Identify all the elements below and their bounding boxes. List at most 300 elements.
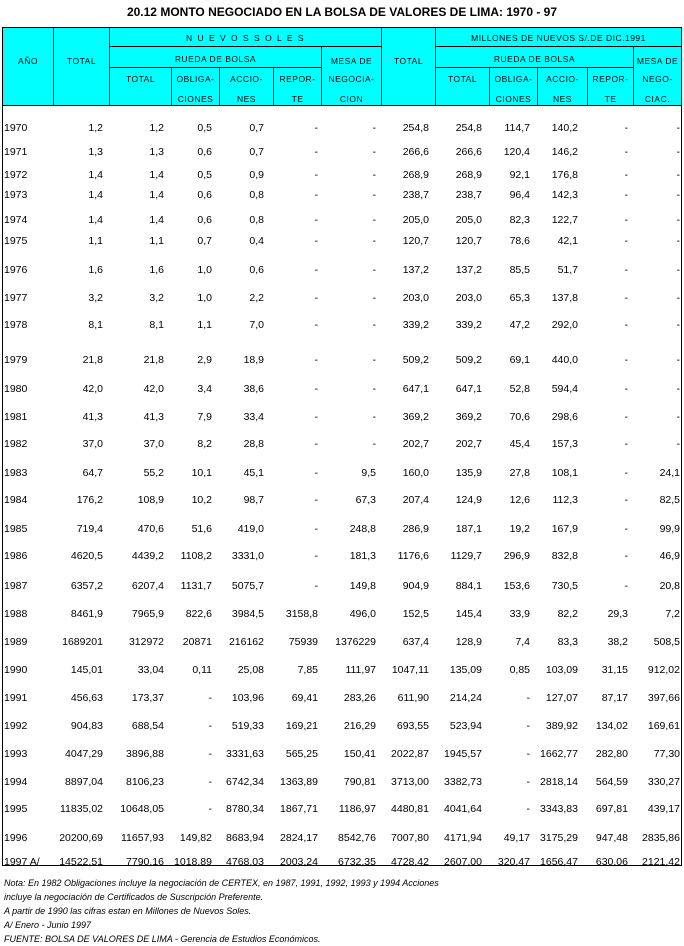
table-cell: - — [526, 720, 530, 732]
table-cell: 5075,7 — [231, 580, 264, 592]
table-cell: 292,0 — [551, 319, 578, 331]
table-cell: 83,3 — [557, 636, 578, 648]
table-cell: 75939 — [288, 636, 318, 648]
table-cell: - — [314, 354, 318, 366]
table-cell: - — [314, 438, 318, 450]
table-cell: - — [624, 189, 628, 201]
table-cell: 176,2 — [76, 494, 103, 506]
table-cell: - — [526, 803, 530, 815]
table-row — [0, 122, 684, 136]
table-row — [0, 832, 684, 846]
table-cell: 719,4 — [76, 523, 103, 535]
table-cell: - — [676, 214, 680, 226]
table-cell: 87,17 — [601, 692, 628, 704]
table-cell: - — [624, 383, 628, 395]
table-cell: 2,2 — [249, 292, 264, 304]
table-cell: 369,2 — [402, 411, 429, 423]
table-cell: 1662,77 — [540, 748, 578, 760]
table-cell: 203,0 — [402, 292, 429, 304]
note-line: incluye la negociación de Certificados de Suscripción Preferente. — [4, 892, 264, 902]
table-cell: 3984,5 — [231, 608, 264, 620]
table-cell: 78,6 — [509, 235, 530, 247]
table-cell: - — [624, 411, 628, 423]
table-title: 20.12 MONTO NEGOCIADO EN LA BOLSA DE VALORES DE LIMA: 1970 - 97 — [126, 5, 558, 19]
cell-year: 1990 — [4, 664, 28, 676]
table-cell: - — [314, 235, 318, 247]
table-row — [0, 856, 684, 870]
cell-year: 1986 — [4, 550, 28, 562]
table-cell: - — [676, 146, 680, 158]
cell-year: 1997 A/ — [4, 856, 40, 868]
col-total-2: TOTAL — [393, 56, 424, 66]
table-cell: 508,5 — [653, 636, 680, 648]
table-cell: 1867,71 — [280, 803, 318, 815]
table-cell: - — [314, 122, 318, 134]
table-cell: - — [676, 189, 680, 201]
table-cell: 85,5 — [509, 264, 530, 276]
table-cell: 8,2 — [197, 438, 212, 450]
table-cell: 29,3 — [607, 608, 628, 620]
table-cell: 6732,35 — [338, 856, 376, 868]
col-rep-1-line1: REPOR- — [279, 74, 316, 84]
table-cell: 33,4 — [243, 411, 264, 423]
table-cell: 3896,88 — [126, 748, 164, 760]
cell-year: 1977 — [4, 292, 28, 304]
table-cell: 0,6 — [197, 214, 212, 226]
table-cell: - — [624, 214, 628, 226]
table-cell: - — [624, 264, 628, 276]
table-cell: 523,94 — [449, 720, 482, 732]
table-row — [0, 292, 684, 306]
table-cell: 1656,47 — [540, 856, 578, 868]
table-cell: 7007,80 — [391, 832, 429, 844]
table-cell: 2824,17 — [280, 832, 318, 844]
table-cell: 0,5 — [197, 122, 212, 134]
table-cell: 904,9 — [402, 580, 429, 592]
cell-year: 1975 — [4, 235, 28, 247]
table-cell: 10,1 — [191, 467, 212, 479]
note-line: Nota: En 1982 Obligaciones incluye la negociación de CERTEX, en 1987, 1991, 1992, 1993 y 1994 Acciones — [4, 878, 439, 888]
col-mesa-2-line2: NEGO- — [642, 74, 673, 84]
table-cell: 1,4 — [88, 214, 103, 226]
table-cell: 135,09 — [449, 664, 482, 676]
table-cell: 254,8 — [402, 122, 429, 134]
table-cell: 111,97 — [345, 664, 376, 676]
table-cell: 832,8 — [551, 550, 578, 562]
table-cell: 51,6 — [191, 523, 212, 535]
table-cell: - — [676, 292, 680, 304]
table-row — [0, 319, 684, 333]
table-cell: 3331,63 — [226, 748, 264, 760]
table-cell: - — [624, 550, 628, 562]
note-line: A/ Enero - Junio 1997 — [4, 920, 92, 930]
table-cell: 6742,34 — [226, 776, 264, 788]
table-cell: 312972 — [128, 636, 164, 648]
col-anio: AÑO — [18, 56, 38, 66]
table-cell: - — [314, 319, 318, 331]
table-cell: 69,1 — [509, 354, 530, 366]
cell-year: 1991 — [4, 692, 28, 704]
table-cell: 137,2 — [455, 264, 482, 276]
table-cell: - — [372, 264, 376, 276]
col-acc-1-line1: ACCIO- — [230, 74, 263, 84]
table-cell: - — [624, 467, 628, 479]
table-cell: - — [676, 411, 680, 423]
table-cell: 6207,4 — [131, 580, 164, 592]
table-cell: 389,92 — [545, 720, 578, 732]
table-cell: 11835,02 — [59, 803, 103, 815]
table-cell: - — [314, 189, 318, 201]
table-cell: 1,2 — [149, 122, 164, 134]
table-cell: 216162 — [228, 636, 264, 648]
table-cell: - — [314, 550, 318, 562]
table-cell: 92,1 — [509, 169, 530, 181]
table-cell: 8461,9 — [70, 608, 103, 620]
table-cell: 46,9 — [659, 550, 680, 562]
cell-year: 1980 — [4, 383, 28, 395]
table-cell: 21,8 — [143, 354, 164, 366]
table-cell: 440,0 — [551, 354, 578, 366]
table-cell: - — [676, 122, 680, 134]
table-cell: 21,8 — [82, 354, 103, 366]
table-row — [0, 235, 684, 249]
table-cell: 33,9 — [509, 608, 530, 620]
table-cell: 1131,7 — [180, 580, 212, 592]
table-cell: 1,6 — [149, 264, 164, 276]
table-cell: 0,4 — [249, 235, 264, 247]
table-cell: 12,6 — [509, 494, 530, 506]
table-cell: 0,9 — [249, 169, 264, 181]
table-cell: 268,9 — [402, 169, 429, 181]
table-cell: 693,55 — [396, 720, 429, 732]
table-cell: 77,30 — [653, 748, 680, 760]
table-cell: 7965,9 — [131, 608, 164, 620]
table-cell: 2818,14 — [540, 776, 578, 788]
col-mesa-2-line3: CIAC. — [644, 94, 671, 104]
table-cell: 2121,42 — [642, 856, 680, 868]
table-cell: 8542,76 — [338, 832, 376, 844]
table-cell: 8780,34 — [226, 803, 264, 815]
table-cell: 24,1 — [659, 467, 680, 479]
table-cell: 20871 — [182, 636, 212, 648]
table-cell: 1376229 — [335, 636, 376, 648]
table-cell: 1,1 — [197, 319, 212, 331]
note-line: A partir de 1990 las cifras estan en Millones de Nuevos Soles. — [4, 906, 252, 916]
table-cell: 282,80 — [595, 748, 628, 760]
table-cell: 266,6 — [455, 146, 482, 158]
table-cell: 0,7 — [249, 122, 264, 134]
table-cell: - — [314, 411, 318, 423]
table-cell: - — [624, 580, 628, 592]
table-cell: 0,7 — [197, 235, 212, 247]
table-cell: 4768,03 — [226, 856, 264, 868]
table-row — [0, 189, 684, 203]
table-cell: 49,17 — [503, 832, 530, 844]
table-cell: 238,7 — [402, 189, 429, 201]
table-cell: 137,8 — [551, 292, 578, 304]
table-cell: 3713,00 — [391, 776, 429, 788]
table-cell: 0,11 — [192, 664, 212, 676]
table-row — [0, 664, 684, 678]
table-cell: 2022,87 — [391, 748, 429, 760]
table-cell: 594,4 — [551, 383, 578, 395]
table-cell: 2,9 — [197, 354, 212, 366]
table-cell: 45,1 — [243, 467, 264, 479]
table-cell: 205,0 — [402, 214, 429, 226]
table-row — [0, 411, 684, 425]
table-cell: 7,2 — [665, 608, 680, 620]
table-cell: 3343,83 — [540, 803, 578, 815]
table-cell: 647,1 — [455, 383, 482, 395]
table-cell: - — [314, 467, 318, 479]
col-sub-total-1: TOTAL — [125, 74, 156, 84]
table-cell: 19,2 — [509, 523, 530, 535]
table-cell: 4728,42 — [391, 856, 429, 868]
table-cell: 1,2 — [88, 122, 103, 134]
table-cell: 470,6 — [137, 523, 164, 535]
cell-year: 1989 — [4, 636, 28, 648]
table-cell: - — [314, 214, 318, 226]
table-cell: 214,24 — [449, 692, 482, 704]
table-cell: 1363,89 — [280, 776, 318, 788]
table-cell: - — [372, 354, 376, 366]
table-cell: 8,1 — [149, 319, 164, 331]
table-cell: 1,6 — [88, 264, 103, 276]
table-cell: 64,7 — [82, 467, 103, 479]
table-row — [0, 383, 684, 397]
cell-year: 1988 — [4, 608, 28, 620]
table-row — [0, 264, 684, 278]
table-row — [0, 803, 684, 817]
source-line: FUENTE: BOLSA DE VALORES DE LIMA - Gerencia de Estudios Económicos. — [4, 934, 321, 944]
table-cell: 128,9 — [455, 636, 482, 648]
table-cell: - — [314, 523, 318, 535]
table-cell: 135,9 — [455, 467, 482, 479]
table-cell: - — [208, 720, 212, 732]
table-cell: 120,4 — [503, 146, 530, 158]
table-row — [0, 748, 684, 762]
table-cell: 98,7 — [243, 494, 264, 506]
col-rep-2-line1: REPOR- — [592, 74, 629, 84]
table-cell: 3,2 — [149, 292, 164, 304]
table-cell: 157,3 — [551, 438, 578, 450]
table-cell: 2607,00 — [444, 856, 482, 868]
table-cell: 27,8 — [509, 467, 530, 479]
table-cell: - — [676, 354, 680, 366]
col-mesa-1-line1: MESA DE — [330, 56, 373, 66]
table-cell: 52,8 — [509, 383, 530, 395]
table-cell: 42,0 — [143, 383, 164, 395]
table-cell: 65,3 — [509, 292, 530, 304]
table-cell: 41,3 — [82, 411, 103, 423]
table-header — [2, 27, 682, 106]
table-cell: 108,9 — [137, 494, 164, 506]
table-cell: 169,21 — [285, 720, 318, 732]
table-cell: 1129,7 — [450, 550, 482, 562]
table-cell: 14522,51 — [59, 856, 103, 868]
table-cell: 150,41 — [343, 748, 376, 760]
table-cell: 439,17 — [647, 803, 680, 815]
cell-year: 1981 — [4, 411, 28, 423]
table-cell: 1,3 — [88, 146, 103, 158]
table-cell: 202,7 — [402, 438, 429, 450]
table-cell: 127,07 — [545, 692, 578, 704]
table-row — [0, 523, 684, 537]
col-mesa-1-line2: NEGOCIA- — [328, 74, 375, 84]
table-cell: 697,81 — [595, 803, 628, 815]
table-cell: 176,8 — [551, 169, 578, 181]
table-cell: 1,4 — [88, 169, 103, 181]
col-rep-2-line2: TE — [604, 94, 617, 104]
table-row — [0, 438, 684, 452]
table-cell: 146,2 — [551, 146, 578, 158]
table-cell: - — [526, 748, 530, 760]
table-cell: 1,4 — [149, 189, 164, 201]
table-cell: - — [372, 292, 376, 304]
table-row — [0, 494, 684, 508]
table-cell: - — [314, 292, 318, 304]
table-cell: 114,7 — [504, 122, 530, 134]
table-cell: 82,5 — [659, 494, 680, 506]
table-cell: 20200,69 — [59, 832, 103, 844]
table-cell: 202,7 — [455, 438, 482, 450]
table-cell: 42,1 — [557, 235, 578, 247]
table-cell: 108,1 — [551, 467, 578, 479]
table-cell: - — [372, 189, 376, 201]
table-cell: 120,7 — [402, 235, 429, 247]
table-cell: 82,3 — [509, 214, 530, 226]
table-cell: 947,48 — [595, 832, 628, 844]
table-cell: 8897,04 — [65, 776, 103, 788]
table-cell: - — [208, 748, 212, 760]
col-oblig-1-line2: CIONES — [177, 94, 214, 104]
table-cell: 20,8 — [659, 580, 680, 592]
table-row — [0, 776, 684, 790]
table-cell: 0,6 — [197, 146, 212, 158]
cell-year: 1974 — [4, 214, 28, 226]
cell-year: 1996 — [4, 832, 28, 844]
table-cell: 187,1 — [455, 523, 482, 535]
table-cell: - — [372, 122, 376, 134]
table-cell: 3158,8 — [285, 608, 318, 620]
table-cell: 266,6 — [402, 146, 429, 158]
table-cell: 4480,81 — [391, 803, 429, 815]
table-row — [0, 580, 684, 594]
table-cell: 152,5 — [402, 608, 429, 620]
table-row — [0, 169, 684, 183]
table-cell: 509,2 — [455, 354, 482, 366]
table-cell: - — [624, 494, 628, 506]
group-millones: MILLONES DE NUEVOS S/.DE DIC.1991 — [471, 33, 646, 43]
table-cell: 0,7 — [249, 146, 264, 158]
table-cell: - — [314, 146, 318, 158]
table-cell: 2003,24 — [280, 856, 318, 868]
table-cell: 3,4 — [197, 383, 212, 395]
table-cell: 51,7 — [557, 264, 578, 276]
table-cell: 45,4 — [509, 438, 530, 450]
table-cell: 0,6 — [249, 264, 264, 276]
table-cell: 8106,23 — [126, 776, 164, 788]
table-cell: 283,26 — [343, 692, 376, 704]
table-cell: 369,2 — [455, 411, 482, 423]
cell-year: 1993 — [4, 748, 28, 760]
table-cell: 1689201 — [62, 636, 103, 648]
table-cell: - — [624, 319, 628, 331]
table-cell: 238,7 — [455, 189, 482, 201]
group-rueda-bolsa-2: RUEDA DE BOLSA — [493, 54, 576, 64]
table-cell: 730,5 — [551, 580, 578, 592]
table-cell: - — [372, 146, 376, 158]
table-row — [0, 636, 684, 650]
table-cell: - — [624, 354, 628, 366]
cell-year: 1978 — [4, 319, 28, 331]
table-cell: 509,2 — [402, 354, 429, 366]
table-cell: 1047,11 — [391, 664, 429, 676]
table-cell: - — [314, 494, 318, 506]
table-cell: 173,37 — [131, 692, 164, 704]
table-cell: 47,2 — [509, 319, 530, 331]
table-cell: - — [676, 169, 680, 181]
table-cell: 38,2 — [607, 636, 628, 648]
table-row — [0, 214, 684, 228]
table-cell: 134,02 — [595, 720, 628, 732]
table-cell: 9,5 — [361, 467, 376, 479]
table-cell: 286,9 — [402, 523, 429, 535]
table-cell: - — [208, 776, 212, 788]
cell-year: 1983 — [4, 467, 28, 479]
table-cell: 630,06 — [595, 856, 628, 868]
table-cell: 18,9 — [243, 354, 264, 366]
table-cell: 0,85 — [509, 664, 530, 676]
table-cell: 1176,6 — [397, 550, 429, 562]
table-cell: - — [624, 292, 628, 304]
table-row — [0, 146, 684, 160]
table-cell: 1,1 — [149, 235, 164, 247]
table-cell: 203,0 — [455, 292, 482, 304]
table-cell: 37,0 — [143, 438, 164, 450]
table-cell: - — [372, 383, 376, 395]
table-row — [0, 467, 684, 481]
table-cell: - — [372, 319, 376, 331]
table-cell: - — [624, 438, 628, 450]
cell-year: 1973 — [4, 189, 28, 201]
table-cell: 1,3 — [149, 146, 164, 158]
table-cell: 4041,64 — [444, 803, 482, 815]
table-cell: 4047,29 — [65, 748, 103, 760]
table-cell: 112,3 — [552, 494, 578, 506]
table-cell: 456,63 — [70, 692, 103, 704]
notes — [4, 876, 439, 946]
table-cell: - — [676, 264, 680, 276]
col-rep-1-line2: TE — [291, 94, 304, 104]
table-cell: - — [624, 122, 628, 134]
cell-year: 1982 — [4, 438, 28, 450]
cell-year: 1995 — [4, 803, 28, 815]
table-cell: 67,3 — [355, 494, 376, 506]
table-cell: 611,90 — [397, 692, 429, 704]
table-cell: 160,0 — [402, 467, 429, 479]
table-cell: 140,2 — [551, 122, 578, 134]
table-cell: 145,01 — [70, 664, 103, 676]
col-oblig-2-line2: CIONES — [495, 94, 532, 104]
cell-year: 1970 — [4, 122, 28, 134]
table-row — [0, 354, 684, 368]
table-cell: 33,04 — [137, 664, 164, 676]
table-cell: 149,82 — [179, 832, 212, 844]
table-cell: 397,66 — [647, 692, 680, 704]
cell-year: 1976 — [4, 264, 28, 276]
table-cell: 3,2 — [88, 292, 103, 304]
